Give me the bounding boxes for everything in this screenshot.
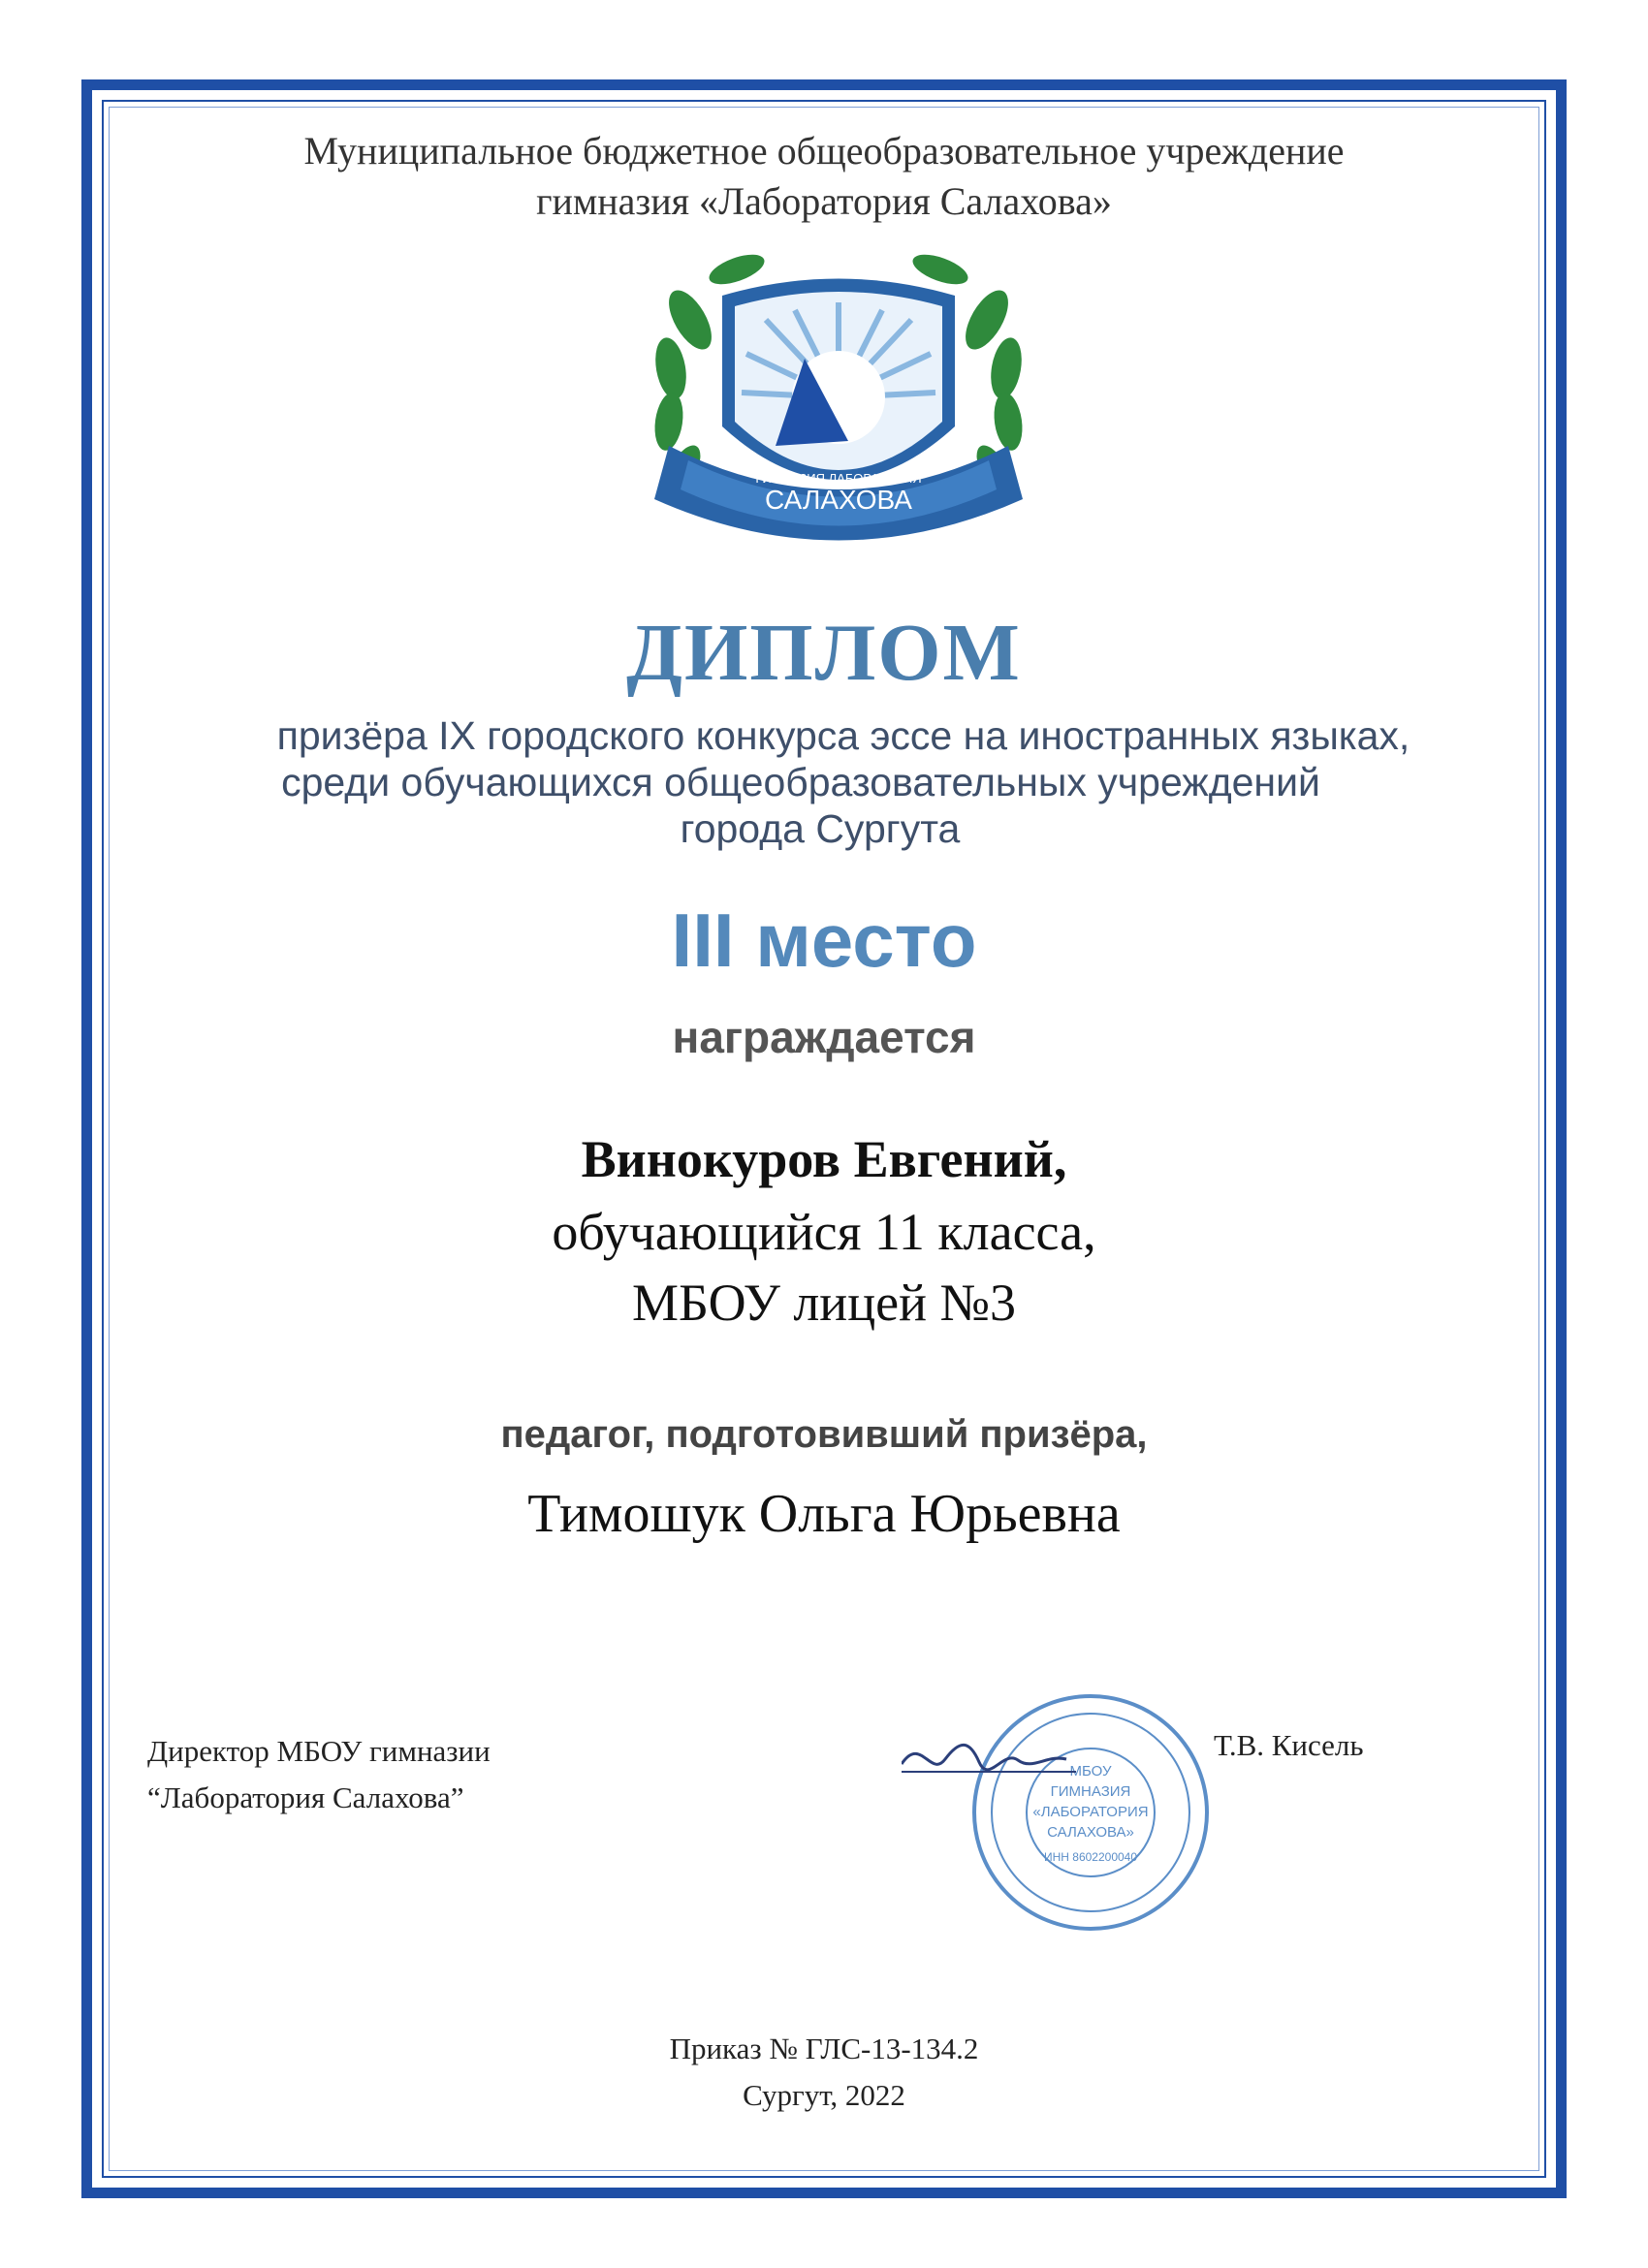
director-position-line2: “Лаборатория Салахова” bbox=[147, 1780, 464, 1814]
subtitle-line1: призёра IX городского конкурса эссе на иностранных языках, bbox=[276, 713, 1410, 758]
stamp-line1: МБОУ bbox=[1069, 1763, 1112, 1780]
school-header bbox=[0, 126, 1648, 227]
stamp-line4: САЛАХОВА» bbox=[1047, 1824, 1134, 1841]
footer bbox=[0, 2026, 1648, 2119]
stamp-line3: «ЛАБОРАТОРИЯ bbox=[1032, 1804, 1149, 1820]
director-position bbox=[147, 1728, 491, 1821]
school-header-line2: гимназия «Лаборатория Салахова» bbox=[536, 179, 1112, 223]
diploma-subtitle bbox=[0, 712, 1648, 852]
order-number: Приказ № ГЛС-13-134.2 bbox=[669, 2032, 979, 2065]
director-position-line1: Директор МБОУ гимназии bbox=[147, 1734, 491, 1768]
student-name: Винокуров Евгений, bbox=[581, 1130, 1067, 1188]
emblem-top-text: ГИМНАЗИЯ ЛАБОРАТОРИЯ bbox=[755, 471, 922, 486]
emblem-ribbon-text: ТЕОРИЯ. ПРАКТИКА. РЕЗУЛЬТАТ bbox=[745, 540, 932, 553]
school-header-line1: Муниципальное бюджетное общеобразовательное учреждение bbox=[303, 129, 1345, 173]
subtitle-line3: города Сургута bbox=[680, 806, 961, 851]
place-heading: III место bbox=[671, 898, 977, 983]
official-stamp bbox=[902, 1667, 1221, 1958]
emblem-name: САЛАХОВА bbox=[765, 485, 912, 515]
subtitle-line2: среди обучающихся общеобразовательных учреждений bbox=[281, 760, 1320, 804]
student-school: МБОУ лицей №3 bbox=[632, 1274, 1016, 1332]
teacher-label: педагог, подготовивший призёра, bbox=[500, 1413, 1148, 1456]
awarded-label: награждается bbox=[672, 1012, 976, 1062]
stamp-line2: ГИМНАЗИЯ bbox=[1050, 1783, 1131, 1800]
student-grade: обучающийся 11 класса, bbox=[552, 1203, 1096, 1261]
director-name: Т.В. Кисель bbox=[1214, 1728, 1364, 1762]
teacher-name: Тимошук Ольга Юрьевна bbox=[527, 1484, 1121, 1544]
school-emblem bbox=[630, 242, 1047, 582]
city-year: Сургут, 2022 bbox=[743, 2078, 905, 2112]
diploma-title: ДИПЛОМ bbox=[626, 608, 1022, 698]
stamp-inn: ИНН 8602200040 bbox=[1043, 1850, 1138, 1864]
